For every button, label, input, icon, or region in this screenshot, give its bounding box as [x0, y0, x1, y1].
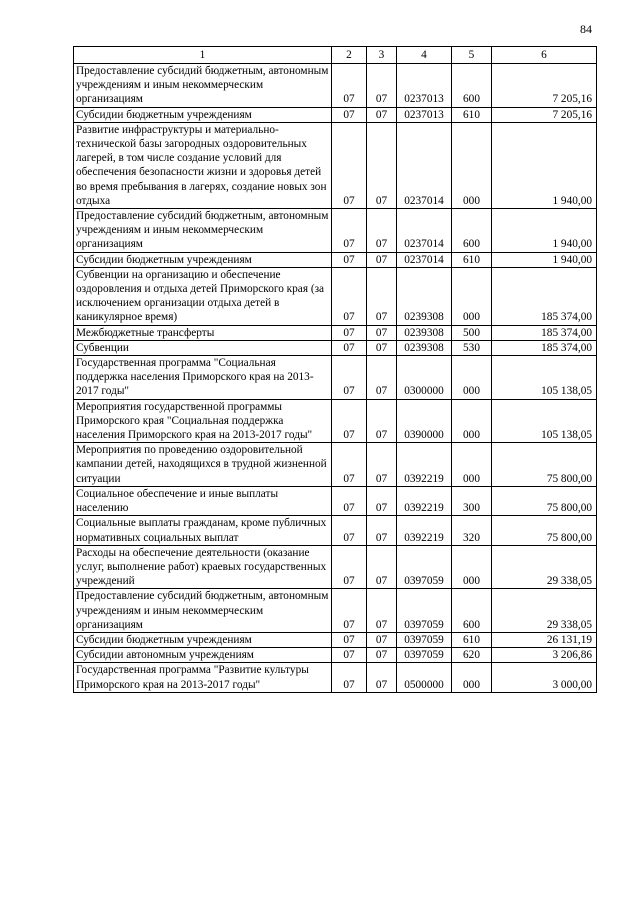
section-cell: 07 [332, 325, 367, 340]
amount-cell: 26 131,19 [492, 632, 597, 647]
amount-cell: 75 800,00 [492, 443, 597, 487]
amount-cell: 1 940,00 [492, 209, 597, 253]
amount-cell: 185 374,00 [492, 267, 597, 325]
expense-type-cell: 500 [452, 325, 492, 340]
amount-cell: 75 800,00 [492, 486, 597, 515]
section-cell: 07 [332, 648, 367, 663]
subsection-cell: 07 [367, 663, 397, 692]
header-cell-5: 5 [452, 47, 492, 64]
amount-cell: 29 338,05 [492, 545, 597, 589]
table-row [74, 209, 597, 253]
expense-type-cell: 000 [452, 122, 492, 208]
table-row [74, 399, 597, 443]
target-code-cell: 0390000 [397, 399, 452, 443]
amount-cell: 3 000,00 [492, 663, 597, 692]
header-cell-6: 6 [492, 47, 597, 64]
table-row [74, 267, 597, 325]
header-cell-2: 2 [332, 47, 367, 64]
section-cell: 07 [332, 267, 367, 325]
section-cell: 07 [332, 122, 367, 208]
table-row [74, 64, 597, 108]
row-name-cell: Субвенции на организацию и обеспечение оздоровления и отдыха детей Приморского края (за исключением организации отдыха детей в каникулярное время) [74, 267, 332, 325]
amount-cell: 105 138,05 [492, 356, 597, 400]
amount-cell: 75 800,00 [492, 516, 597, 545]
subsection-cell: 07 [367, 252, 397, 267]
subsection-cell: 07 [367, 340, 397, 355]
subsection-cell: 07 [367, 209, 397, 253]
amount-cell: 7 205,16 [492, 64, 597, 108]
amount-cell: 185 374,00 [492, 325, 597, 340]
table-row [74, 589, 597, 633]
target-code-cell: 0397059 [397, 545, 452, 589]
expense-type-cell: 600 [452, 589, 492, 633]
row-name-cell: Предоставление субсидий бюджетным, автономным учреждениям и иным некоммерческим организациям [74, 64, 332, 108]
row-name-cell: Развитие инфраструктуры и материально-технической базы загородных оздоровительных лагерей, в том числе создание условий для обеспечения безопасности жизни и здоровья детей во время пребывания в лагерях, создание новых зон отдыха [74, 122, 332, 208]
section-cell: 07 [332, 589, 367, 633]
amount-cell: 7 205,16 [492, 107, 597, 122]
target-code-cell: 0392219 [397, 486, 452, 515]
target-code-cell: 0397059 [397, 589, 452, 633]
target-code-cell: 0237014 [397, 122, 452, 208]
row-name-cell: Субсидии бюджетным учреждениям [74, 252, 332, 267]
expense-type-cell: 000 [452, 545, 492, 589]
page-number: 84 [580, 22, 592, 36]
table-row [74, 486, 597, 515]
target-code-cell: 0239308 [397, 267, 452, 325]
table-row [74, 663, 597, 692]
amount-cell: 1 940,00 [492, 252, 597, 267]
table-row [74, 443, 597, 487]
target-code-cell: 0500000 [397, 663, 452, 692]
subsection-cell: 07 [367, 486, 397, 515]
subsection-cell: 07 [367, 632, 397, 647]
section-cell: 07 [332, 107, 367, 122]
target-code-cell: 0239308 [397, 340, 452, 355]
row-name-cell: Мероприятия государственной программы Приморского края "Социальная поддержка населения Приморского края на 2013-2017 годы" [74, 399, 332, 443]
table-row [74, 252, 597, 267]
table-row [74, 516, 597, 545]
section-cell: 07 [332, 64, 367, 108]
subsection-cell: 07 [367, 122, 397, 208]
target-code-cell: 0237014 [397, 252, 452, 267]
row-name-cell: Государственная программа "Социальная поддержка населения Приморского края на 2013-2017 годы" [74, 356, 332, 400]
row-name-cell: Субсидии бюджетным учреждениям [74, 632, 332, 647]
target-code-cell: 0392219 [397, 516, 452, 545]
subsection-cell: 07 [367, 356, 397, 400]
target-code-cell: 0397059 [397, 632, 452, 647]
amount-cell: 185 374,00 [492, 340, 597, 355]
amount-cell: 105 138,05 [492, 399, 597, 443]
section-cell: 07 [332, 340, 367, 355]
section-cell: 07 [332, 545, 367, 589]
table-row [74, 648, 597, 663]
section-cell: 07 [332, 443, 367, 487]
header-cell-3: 3 [367, 47, 397, 64]
expense-type-cell: 620 [452, 648, 492, 663]
section-cell: 07 [332, 516, 367, 545]
target-code-cell: 0237014 [397, 209, 452, 253]
section-cell: 07 [332, 356, 367, 400]
row-name-cell: Предоставление субсидий бюджетным, автономным учреждениям и иным некоммерческим организациям [74, 589, 332, 633]
expense-type-cell: 000 [452, 356, 492, 400]
expense-type-cell: 000 [452, 267, 492, 325]
expense-type-cell: 000 [452, 443, 492, 487]
target-code-cell: 0239308 [397, 325, 452, 340]
subsection-cell: 07 [367, 325, 397, 340]
target-code-cell: 0397059 [397, 648, 452, 663]
expense-type-cell: 530 [452, 340, 492, 355]
table-row [74, 122, 597, 208]
row-name-cell: Государственная программа "Развитие культуры Приморского края на 2013-2017 годы" [74, 663, 332, 692]
row-name-cell: Межбюджетные трансферты [74, 325, 332, 340]
subsection-cell: 07 [367, 399, 397, 443]
expense-type-cell: 610 [452, 632, 492, 647]
subsection-cell: 07 [367, 545, 397, 589]
subsection-cell: 07 [367, 648, 397, 663]
header-cell-1: 1 [74, 47, 332, 64]
amount-cell: 29 338,05 [492, 589, 597, 633]
table-row [74, 356, 597, 400]
row-name-cell: Субсидии бюджетным учреждениям [74, 107, 332, 122]
target-code-cell: 0300000 [397, 356, 452, 400]
table-row [74, 632, 597, 647]
expense-type-cell: 600 [452, 64, 492, 108]
section-cell: 07 [332, 486, 367, 515]
table-row [74, 545, 597, 589]
row-name-cell: Субсидии автономным учреждениям [74, 648, 332, 663]
budget-table [73, 46, 597, 693]
subsection-cell: 07 [367, 267, 397, 325]
row-name-cell: Социальные выплаты гражданам, кроме публичных нормативных социальных выплат [74, 516, 332, 545]
expense-type-cell: 000 [452, 663, 492, 692]
amount-cell: 1 940,00 [492, 122, 597, 208]
subsection-cell: 07 [367, 64, 397, 108]
section-cell: 07 [332, 663, 367, 692]
expense-type-cell: 610 [452, 107, 492, 122]
target-code-cell: 0392219 [397, 443, 452, 487]
expense-type-cell: 300 [452, 486, 492, 515]
subsection-cell: 07 [367, 443, 397, 487]
section-cell: 07 [332, 399, 367, 443]
expense-type-cell: 320 [452, 516, 492, 545]
row-name-cell: Социальное обеспечение и иные выплаты населению [74, 486, 332, 515]
table-header-row [74, 47, 597, 64]
section-cell: 07 [332, 252, 367, 267]
table-row [74, 340, 597, 355]
expense-type-cell: 600 [452, 209, 492, 253]
target-code-cell: 0237013 [397, 107, 452, 122]
expense-type-cell: 000 [452, 399, 492, 443]
amount-cell: 3 206,86 [492, 648, 597, 663]
expense-type-cell: 610 [452, 252, 492, 267]
row-name-cell: Расходы на обеспечение деятельности (оказание услуг, выполнение работ) краевых государственных учреждений [74, 545, 332, 589]
section-cell: 07 [332, 209, 367, 253]
section-cell: 07 [332, 632, 367, 647]
table-row [74, 107, 597, 122]
target-code-cell: 0237013 [397, 64, 452, 108]
subsection-cell: 07 [367, 516, 397, 545]
row-name-cell: Предоставление субсидий бюджетным, автономным учреждениям и иным некоммерческим организациям [74, 209, 332, 253]
row-name-cell: Субвенции [74, 340, 332, 355]
row-name-cell: Мероприятия по проведению оздоровительной кампании детей, находящихся в трудной жизненной ситуации [74, 443, 332, 487]
table-row [74, 325, 597, 340]
subsection-cell: 07 [367, 107, 397, 122]
header-cell-4: 4 [397, 47, 452, 64]
subsection-cell: 07 [367, 589, 397, 633]
